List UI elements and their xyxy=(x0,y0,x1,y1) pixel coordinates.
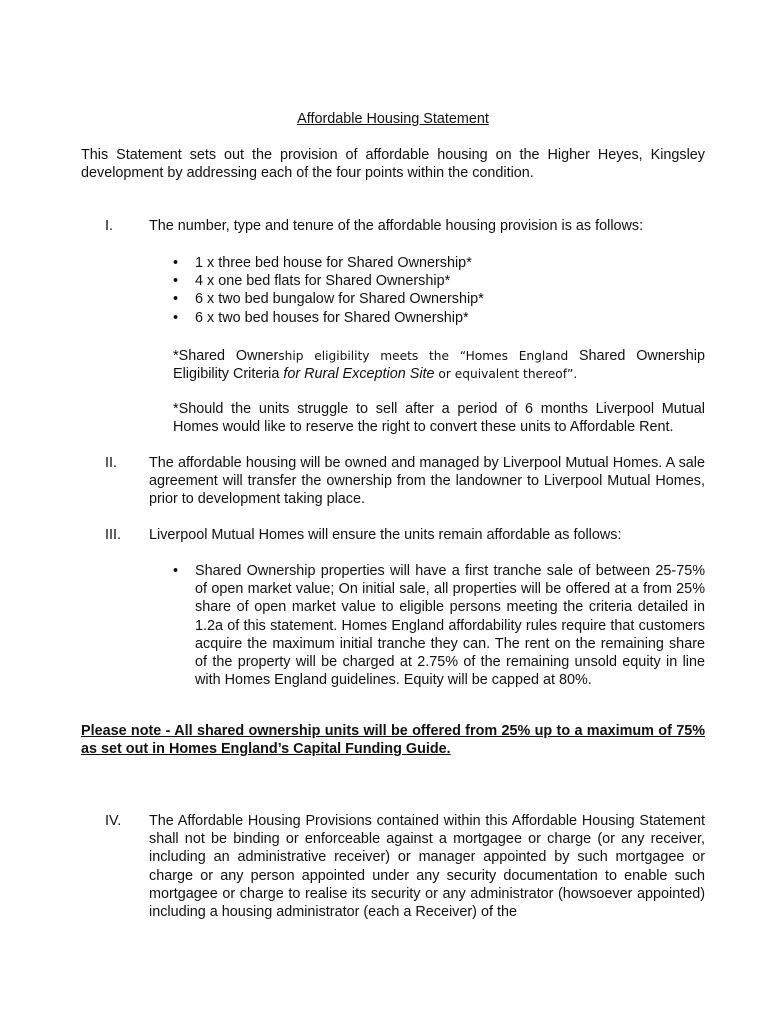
section-3-number: III. xyxy=(105,527,121,543)
section-1-number: I. xyxy=(105,218,113,234)
document-title: Affordable Housing Statement xyxy=(297,111,489,127)
list-item: • 4 x one bed flats for Shared Ownership* xyxy=(173,272,705,290)
list-item: • 6 x two bed bungalow for Shared Ownership* xyxy=(173,290,705,308)
list-item: • 1 x three bed house for Shared Ownership* xyxy=(173,254,705,272)
section-4-text: The Affordable Housing Provisions contained within this Affordable Housing Statement shall not be binding or enforceable against a mortgagee or charge (or any receiver, including an administrative receiver) or manager appointed by such mortgagee or charge or any person appointed under any security documentation to enable such mortgagee or charge to realise its security or any administrator (howsoever appointed) including a housing administrator (each a Receiver) of the xyxy=(149,813,705,921)
eligibility-footnote-part3: Shared Ownership Eligibility Criteria xyxy=(173,348,706,383)
section-3-text: Liverpool Mutual Homes will ensure the units remain affordable as follows: xyxy=(149,527,622,543)
eligibility-footnote-part1: *Shared Owner xyxy=(173,348,279,364)
section-3-bullet-list xyxy=(173,562,705,689)
conversion-footnote: *Should the units struggle to sell after a period of 6 months Liverpool Mutual Homes would like to reserve the right to convert these units to Affordable Rent. xyxy=(173,401,705,436)
list-item: • 6 x two bed houses for Shared Ownership* xyxy=(173,309,705,327)
eligibility-footnote-part4: for Rural Exception Site xyxy=(283,366,435,383)
eligibility-footnote xyxy=(173,347,705,383)
section-1-bullet-list xyxy=(173,254,705,327)
section-2-number: II. xyxy=(105,455,117,471)
please-note-paragraph: Please note - All shared ownership units will be offered from 25% up to a maximum of 75% as set out in Homes England’s Capital Funding Guide. xyxy=(81,723,705,758)
intro-paragraph: This Statement sets out the provision of affordable housing on the Higher Heyes, Kingsley development by addressing each of the four points within the condition. xyxy=(81,147,705,182)
eligibility-footnote-part5: or equivalent thereof”. xyxy=(434,367,578,382)
eligibility-footnote-part2: ship eligibility meets the “Homes England xyxy=(278,349,579,363)
section-1-text: The number, type and tenure of the affordable housing provision is as follows: xyxy=(149,218,644,234)
section-2-text: The affordable housing will be owned and managed by Liverpool Mutual Homes. A sale agreement will transfer the ownership from the landowner to Liverpool Mutual Homes, prior to development taking place. xyxy=(149,455,705,508)
list-item: • Shared Ownership properties will have a first tranche sale of between 25-75% of open market value; On initial sale, all properties will be offered at a from 25% share of open market value to eligible persons meeting the criteria detailed in 1.2a of this statement. Homes England affordability rules require that customers acquire the maximum initial tranche they can. The rent on the remaining share of the property will be charged at 2.75% of the remaining unsold equity in line with Homes England guidelines. Equity will be capped at 80%. xyxy=(173,562,705,689)
section-4-number: IV. xyxy=(105,813,122,829)
